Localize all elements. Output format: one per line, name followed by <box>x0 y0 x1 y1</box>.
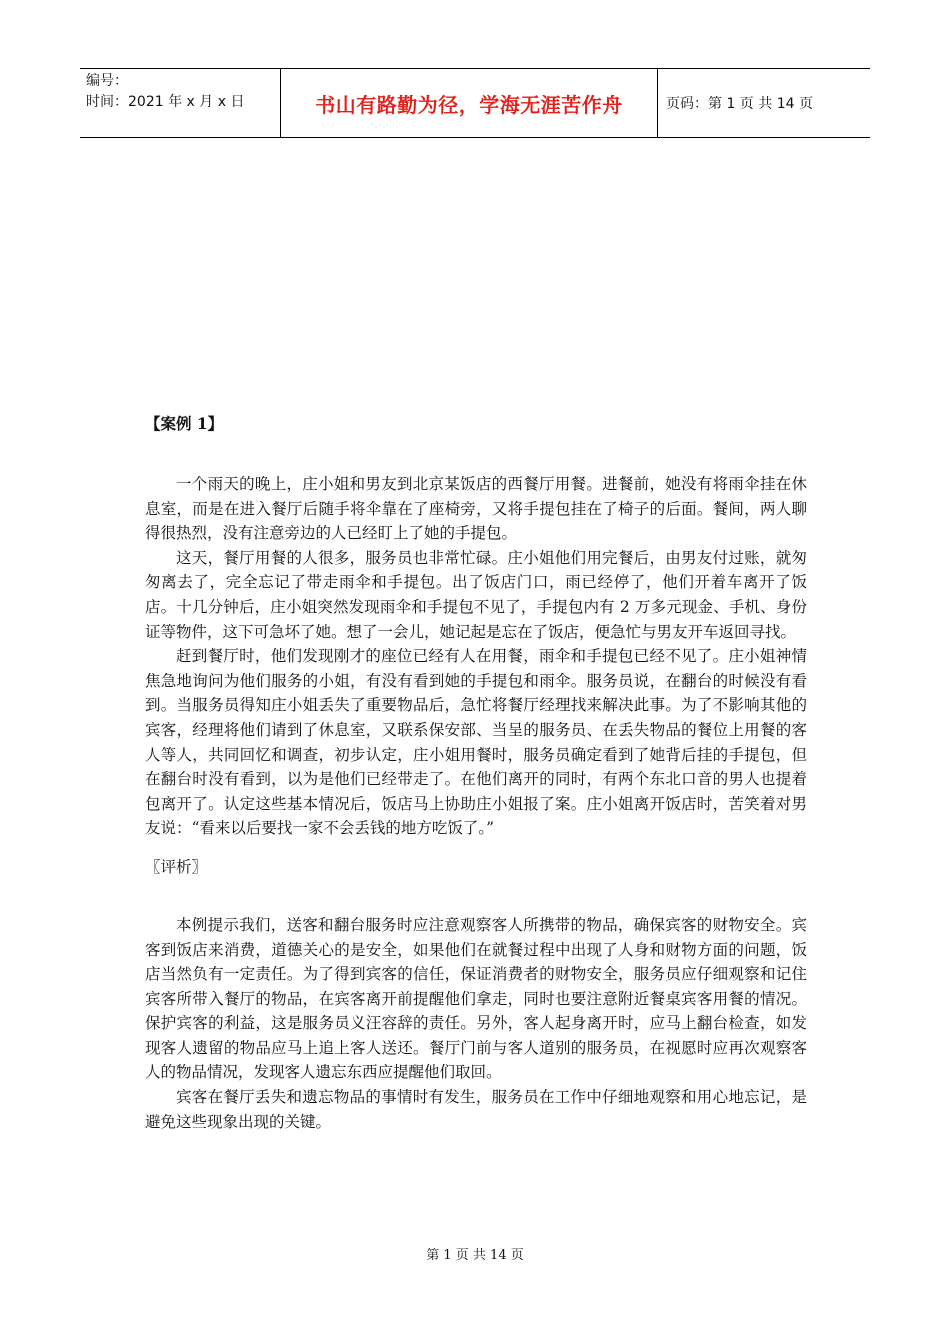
document-date: 时间：2021 年 x 月 x 日 <box>86 94 245 110</box>
document-number-label: 编号： <box>86 73 128 89</box>
case-title: 【案例 1】 <box>145 414 224 433</box>
case-paragraph: 一个雨天的晚上，庄小姐和男友到北京某饭店的西餐厅用餐。进餐前，她没有将雨伞挂在休息室，而是在进入餐厅后随手将伞靠在了座椅旁，又将手提包挂在了椅子的后面。餐间，两人聊得很热烈，没有注意旁边的人已经盯上了她的手提包。 <box>145 475 807 543</box>
page-footer: 第 1 页 共 14 页 <box>426 1248 524 1263</box>
header-meta-cell <box>80 69 280 137</box>
analysis-paragraph: 宾客在餐厅丢失和遗忘物品的事情时有发生，服务员在工作中仔细地观察和用心地忘记，是避免这些现象出现的关键。 <box>145 1088 807 1131</box>
analysis-paragraph: 本例提示我们，送客和翻台服务时应注意观察客人所携带的物品，确保宾客的财物安全。宾客到饭店来消费，道德关心的是安全，如果他们在就餐过程中出现了人身和财物方面的问题，饭店当然负有一定责任。为了得到宾客的信任，保证消费者的财物安全，服务员应仔细观察和记住宾客所带入餐厅的物品，在宾客离开前提醒他们拿走，同时也要注意附近餐桌宾客用餐的情况。保护宾客的利益，这是服务员义汪容辞的责任。另外，客人起身离开时，应马上翻台检查，如发现客人遗留的物品应马上追上客人送还。餐厅门前与客人道别的服务员，在视愿时应再次观察客人的物品情况，发现客人遗忘东西应提醒他们取回。 <box>145 915 807 1082</box>
header-motto: 书山有路勤为径，学海无涯苦作舟 <box>280 69 658 137</box>
analysis-title: 〖评析〗 <box>145 857 208 876</box>
case-paragraph: 这天，餐厅用餐的人很多，服务员也非常忙碌。庄小姐他们用完餐后，由男友付过账，就匆匆离去了，完全忘记了带走雨伞和手提包。出了饭店门口，雨已经停了，他们开着车离开了饭店。十几分钟后，庄小姐突然发现雨伞和手提包不见了，手提包内有 2 万多元现金、手机、身份证等物件，这下可急坏了她。想了一会儿，她记起是忘在了饭店，便急忙与男友开车返回寻找。 <box>145 548 807 641</box>
document-body <box>145 412 807 1134</box>
case-paragraph: 赶到餐厅时，他们发现刚才的座位已经有人在用餐，雨伞和手提包已经不见了。庄小姐神情焦急地询问为他们服务的小姐，有没有看到她的手提包和雨伞。服务员说，在翻台的时候没有看到。当服务员得知庄小姐丢失了重要物品后，急忙将餐厅经理找来解决此事。为了不影响其他的宾客，经理将他们请到了休息室，又联系保安部、当呈的服务员、在丢失物品的餐位上用餐的客人等人，共同回忆和调查，初步认定，庄小姐用餐时，服务员确定看到了她背后挂的手提包，但在翻台时没有看到，以为是他们已经带走了。在他们离开的同时，有两个东北口音的男人也提着包离开了。认定这些基本情况后，饭店马上协助庄小姐报了案。庄小姐离开饭店时，苦笑着对男友说：“看来以后要找一家不会丢钱的地方吃饭了。” <box>145 647 807 838</box>
document-header <box>80 68 870 138</box>
header-page-info: 页码：第 1 页 共 14 页 <box>666 96 813 112</box>
